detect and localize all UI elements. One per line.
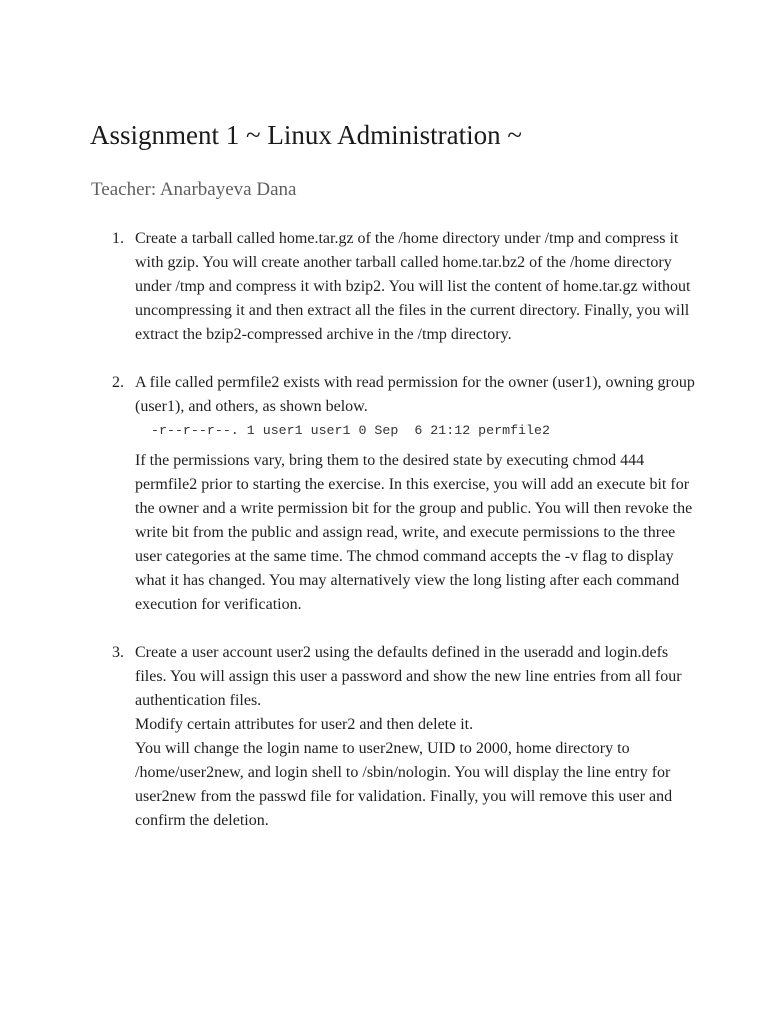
task-text: Create a tarball called home.tar.gz of the /home directory under /tmp and compress it with gzip. You will create another tarball called home.tar.bz2 of the /home directory under /tmp and compress it with bzip2. You will list the content of home.tar.gz without uncompressing it and then extract all the files in the current directory. Finally, you will extract the bzip2-compressed archive in the /tmp directory. [135, 230, 691, 343]
list-item-number: 3. [112, 644, 124, 661]
code-sample: -r--r--r--. 1 user1 user1 0 Sep 6 21:12 permfile2 [151, 423, 550, 438]
list-item [0, 641, 695, 833]
task-text: You will change the login name to user2new, UID to 2000, home directory to /home/user2new, and login shell to /sbin/nologin. You will display the line entry for user2new from the passwd file for validation. Finally, you will remove this user and confirm the deletion. [135, 740, 673, 829]
task-text: If the permissions vary, bring them to the desired state by executing chmod 444 permfile2 prior to starting the exercise. In this exercise, you will add an execute bit for the owner and a write permission bit for the group and public. You will then revoke the write bit from the public and assign read, write, and execute permissions to the three user categories at the same time. The chmod command accepts the -v flag to display what it has changed. You may alternatively view the long listing after each command execution for verification. [135, 452, 693, 613]
task-list [0, 227, 768, 833]
task-text: Modify certain attributes for user2 and then delete it. [135, 716, 474, 733]
list-item-number: 1. [112, 230, 124, 247]
task-text: A file called permfile2 exists with read permission for the owner (user1), owning group (user1), and others, as shown below. [135, 374, 695, 415]
teacher-line: Teacher: Anarbayeva Dana [91, 179, 297, 200]
task-text: Create a user account user2 using the defaults defined in the useradd and login.defs files. You will assign this user a password and show the new line entries from all four authentication files. [135, 644, 682, 709]
list-item [0, 227, 695, 347]
list-item [0, 371, 695, 617]
list-item-number: 2. [112, 374, 124, 391]
document-title: Assignment 1 ~ Linux Administration ~ [90, 120, 522, 150]
